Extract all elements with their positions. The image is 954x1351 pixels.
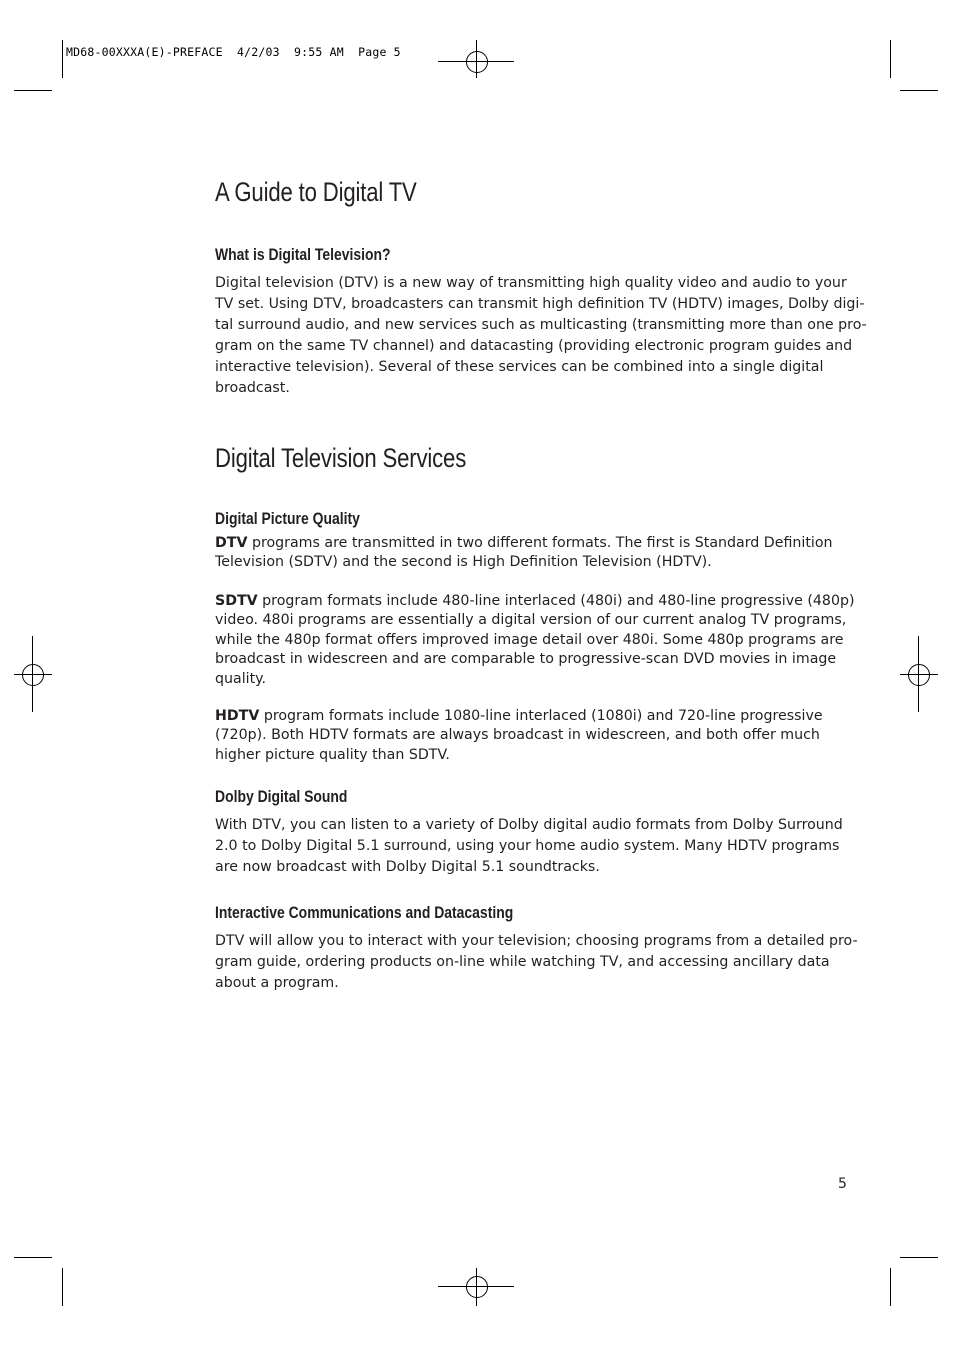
print-slug: MD68-00XXXA(E)-PREFACE 4/2/03 9:55 AM Page 5 <box>66 45 401 59</box>
text-line: tal surround audio, and new services such as multicasting (transmitting more than one pro- <box>215 317 867 333</box>
text-line: quality. <box>215 670 267 687</box>
registration-circle <box>908 664 930 686</box>
text-line: higher picture quality than SDTV. <box>215 746 450 763</box>
term-hdtv: HDTV <box>215 708 260 724</box>
text-line <box>215 707 855 726</box>
text-line: broadcast. <box>215 380 290 396</box>
text-line: while the 480p format offers improved image detail over 480i. Some 480p programs are <box>215 631 844 648</box>
section-heading: What is Digital Television? <box>215 245 391 264</box>
section-heading: Digital Picture Quality <box>215 509 360 528</box>
text-line <box>215 534 855 553</box>
text-line: 2.0 to Dolby Digital 5.1 surround, using your home audio system. Many HDTV programs <box>215 838 840 854</box>
registration-circle <box>466 1276 488 1298</box>
term-sdtv: SDTV <box>215 593 258 609</box>
crop-mark <box>62 40 63 78</box>
text-line: gram on the same TV channel) and datacasting (providing electronic program guides and <box>215 338 853 354</box>
crop-mark <box>890 40 891 78</box>
text-line <box>215 592 855 611</box>
crop-mark <box>14 1257 52 1258</box>
text-line: video. 480i programs are essentially a digital version of our current analog TV programs, <box>215 612 847 629</box>
term-dtv: DTV <box>215 535 248 551</box>
text-line: are now broadcast with Dolby Digital 5.1 soundtracks. <box>215 859 600 875</box>
text-run: program formats include 480-line interlaced (480i) and 480-line progressive (480p) <box>257 593 855 609</box>
text-line: about a program. <box>215 975 339 991</box>
text-line: Television (SDTV) and the second is High Definition Television (HDTV). <box>215 554 712 571</box>
text-line: broadcast in widescreen and are comparable to progressive-scan DVD movies in image <box>215 651 837 668</box>
paragraph-hdtv <box>215 707 855 765</box>
section-heading: Interactive Communications and Datacasting <box>215 903 514 922</box>
paragraph-dtv <box>215 534 855 573</box>
text-run: program formats include 1080-line interlaced (1080i) and 720-line progressive <box>259 708 823 724</box>
page-number: 5 <box>838 1176 847 1192</box>
text-line: With DTV, you can listen to a variety of Dolby digital audio formats from Dolby Surround <box>215 817 843 833</box>
page-title: A Guide to Digital TV <box>215 177 417 207</box>
crop-mark <box>900 1257 938 1258</box>
registration-circle <box>22 664 44 686</box>
registration-circle <box>466 51 488 73</box>
text-run: programs are transmitted in two different formats. The first is Standard Definition <box>247 535 833 551</box>
paragraph-dolby <box>215 815 855 878</box>
section-title: Digital Television Services <box>215 443 467 473</box>
text-line: Digital television (DTV) is a new way of transmitting high quality video and audio to your <box>215 275 847 291</box>
crop-mark <box>14 90 52 91</box>
crop-mark <box>890 1268 891 1306</box>
section-heading: Dolby Digital Sound <box>215 787 348 806</box>
crop-mark <box>900 90 938 91</box>
text-line: TV set. Using DTV, broadcasters can transmit high definition TV (HDTV) images, Dolby digi- <box>215 296 865 312</box>
text-line: DTV will allow you to interact with your television; choosing programs from a detailed pro- <box>215 933 858 949</box>
crop-mark <box>62 1268 63 1306</box>
paragraph-sdtv <box>215 592 855 689</box>
paragraph-what-is-dtv <box>215 273 867 399</box>
text-line: interactive television). Several of these services can be combined into a single digital <box>215 359 824 375</box>
text-line: gram guide, ordering products on-line while watching TV, and accessing ancillary data <box>215 954 830 970</box>
paragraph-interactive <box>215 931 858 994</box>
text-line: (720p). Both HDTV formats are always broadcast in widescreen, and both offer much <box>215 727 820 744</box>
